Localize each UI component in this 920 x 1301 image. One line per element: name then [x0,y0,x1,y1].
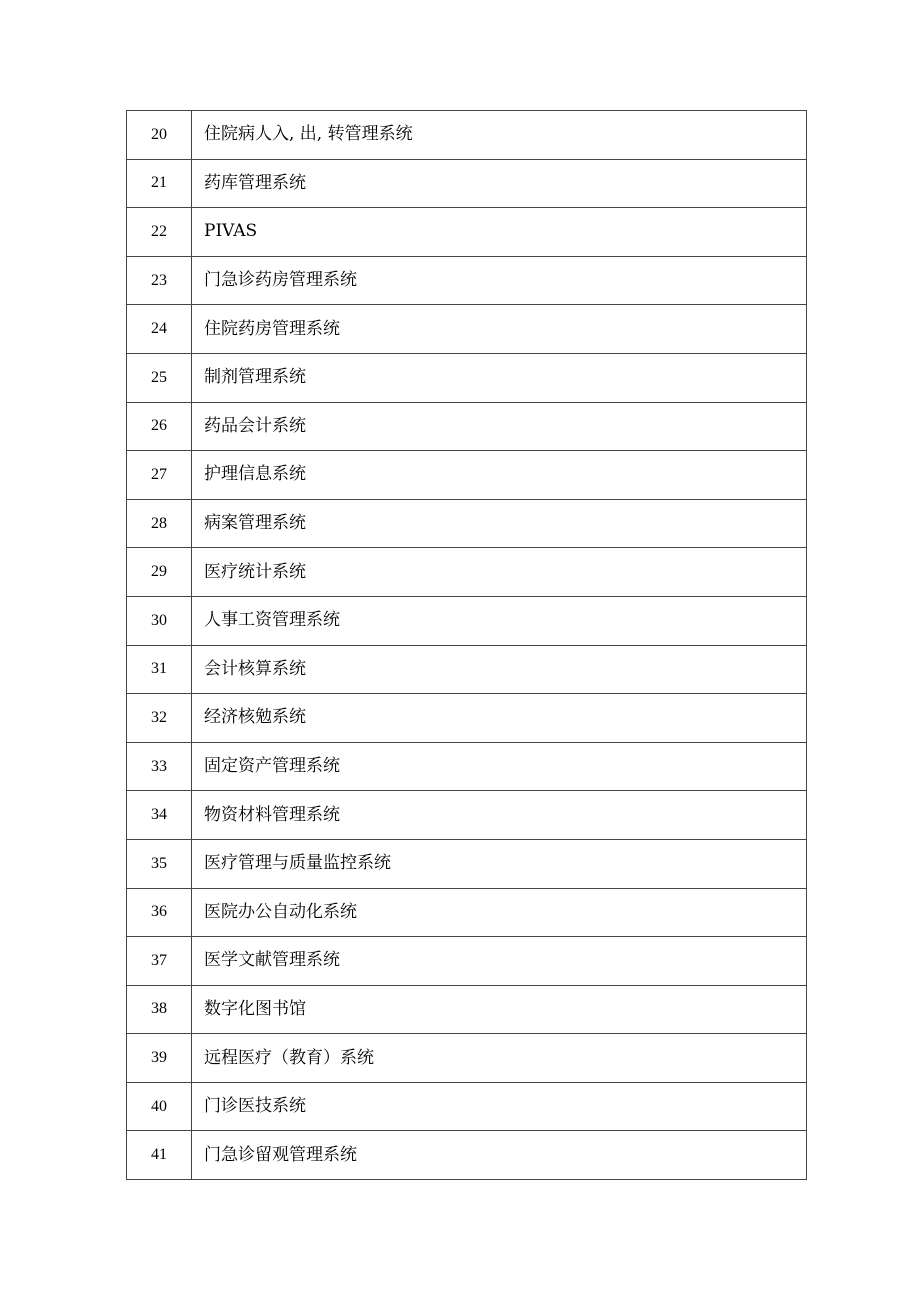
row-number: 26 [127,402,192,451]
row-number: 35 [127,839,192,888]
row-number: 28 [127,499,192,548]
system-name: 远程医疗（教育）系统 [192,1034,807,1083]
row-number: 21 [127,159,192,208]
row-number: 33 [127,742,192,791]
system-name: 药库管理系统 [192,159,807,208]
table-row [127,208,807,257]
system-name: 医院办公自动化系统 [192,888,807,937]
system-name: 护理信息系统 [192,451,807,500]
row-number: 41 [127,1131,192,1180]
table-row [127,937,807,986]
table-row [127,256,807,305]
system-name: 固定资产管理系统 [192,742,807,791]
table-row [127,1034,807,1083]
system-name: 住院病人入, 出, 转管理系统 [192,111,807,160]
system-name: 门急诊留观管理系统 [192,1131,807,1180]
row-number: 30 [127,596,192,645]
system-name: 物资材料管理系统 [192,791,807,840]
row-number: 20 [127,111,192,160]
table-row [127,645,807,694]
table-row [127,353,807,402]
table-row [127,111,807,160]
row-number: 32 [127,694,192,743]
systems-table [126,110,807,1180]
row-number: 24 [127,305,192,354]
row-number: 23 [127,256,192,305]
row-number: 38 [127,985,192,1034]
row-number: 25 [127,353,192,402]
row-number: 37 [127,937,192,986]
table-row [127,596,807,645]
system-name: 经济核勉系统 [192,694,807,743]
table-row [127,159,807,208]
system-name: 病案管理系统 [192,499,807,548]
row-number: 31 [127,645,192,694]
table-row [127,1082,807,1131]
systems-table-body [127,111,807,1180]
system-name: 医疗管理与质量监控系统 [192,839,807,888]
table-row [127,1131,807,1180]
row-number: 27 [127,451,192,500]
system-name: 门诊医技系统 [192,1082,807,1131]
table-row [127,548,807,597]
table-row [127,305,807,354]
system-name: 人事工资管理系统 [192,596,807,645]
table-row [127,985,807,1034]
system-name: 门急诊药房管理系统 [192,256,807,305]
table-row [127,451,807,500]
system-name: 医疗统计系统 [192,548,807,597]
table-row [127,742,807,791]
system-name: 药品会计系统 [192,402,807,451]
table-row [127,499,807,548]
system-name: 会计核算系统 [192,645,807,694]
row-number: 22 [127,208,192,257]
row-number: 36 [127,888,192,937]
table-row [127,791,807,840]
row-number: 39 [127,1034,192,1083]
system-name: PIVAS [192,208,807,257]
table-row [127,888,807,937]
row-number: 34 [127,791,192,840]
row-number: 40 [127,1082,192,1131]
system-name: 数字化图书馆 [192,985,807,1034]
table-row [127,839,807,888]
system-name: 住院药房管理系统 [192,305,807,354]
table-row [127,694,807,743]
system-name: 制剂管理系统 [192,353,807,402]
system-name: 医学文献管理系统 [192,937,807,986]
table-row [127,402,807,451]
row-number: 29 [127,548,192,597]
